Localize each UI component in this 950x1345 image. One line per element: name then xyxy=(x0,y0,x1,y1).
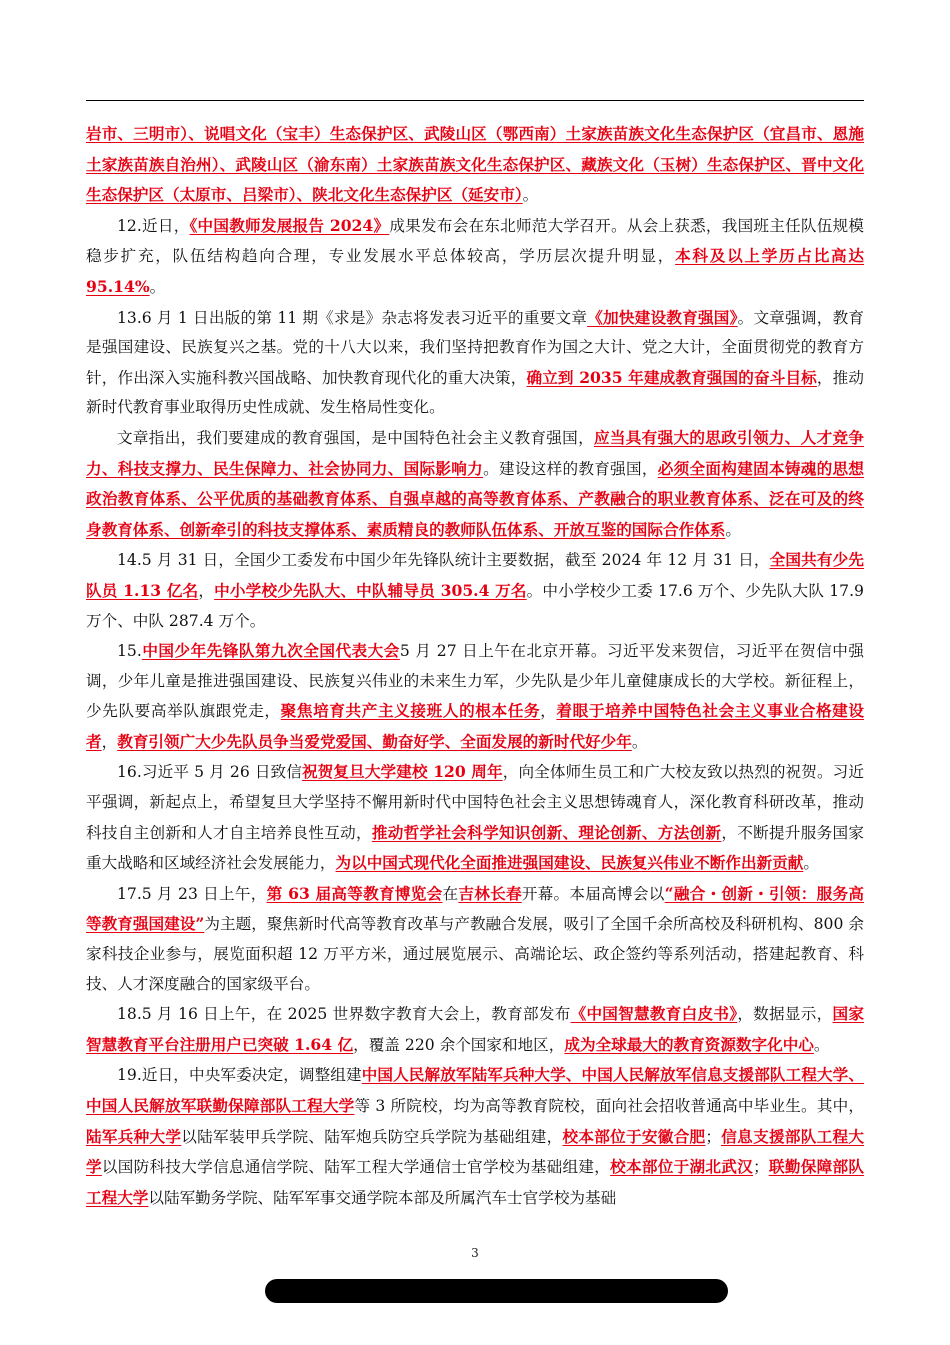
paragraph xyxy=(86,423,864,545)
body-text: 等 3 所院校，均为高等教育院校，面向社会招收普通高中毕业生。其中， xyxy=(354,1097,864,1115)
body-text: ，不断提升服务国家重大战略和区域经济社会发展能力， xyxy=(86,823,864,873)
body-text: 在 xyxy=(442,884,459,903)
body-text: ，推动新时代教育事业取得历史性成就、发生格局性变化。 xyxy=(86,368,864,417)
body-text: 14.5 月 31 日，全国少工委发布中国少年先锋队统计主要数据，截至 2024 年 12 月 31 日， xyxy=(117,551,770,570)
paragraph xyxy=(86,303,864,423)
body-text: 。 xyxy=(803,854,819,873)
highlighted-text: 校本部位于安徽合肥 xyxy=(562,1126,706,1146)
body-text: ， xyxy=(101,732,118,751)
highlighted-text: 《加快建设教育强国》 xyxy=(587,307,738,327)
highlighted-text: 确立到 2035 年建成教育强国的奋斗目标 xyxy=(526,367,817,387)
highlighted-text: 中国少年先锋队第九次全国代表大会 xyxy=(141,641,400,661)
body-text: ， xyxy=(540,702,557,721)
highlighted-text: 祝贺复旦大学建校 120 周年 xyxy=(301,762,503,782)
body-text: ，数据显示， xyxy=(737,1005,833,1024)
highlighted-text: 联勤保障部队工程大学 xyxy=(86,1157,864,1207)
body-text: 。 xyxy=(813,1035,830,1054)
header-rule xyxy=(86,100,864,101)
highlighted-text: 聚焦培育共产主义接班人的根本任务 xyxy=(280,701,541,721)
body-text: 以陆军勤务学院、陆军军事交通学院本部及所属汽车士官学校为基础 xyxy=(148,1188,617,1207)
paragraph xyxy=(86,879,864,999)
body-text: 开幕。本届高博会以 xyxy=(521,884,665,903)
highlighted-text: 中小学校少先队大、中队辅导员 305.4 万名 xyxy=(214,580,527,600)
paragraph xyxy=(86,999,864,1060)
highlighted-text: 《中国教师发展报告 2024》 xyxy=(189,215,390,235)
body-text: 以国防科技大学信息通信学院、陆军工程大学通信士官学校为基础组建， xyxy=(101,1158,611,1177)
highlighted-text: 必须全面构建固本铸魂的思想政治教育体系、公平优质的基础教育体系、自强卓越的高等教育体系、产教融合的职业教育体系、泛在可及的终身教育体系、创新牵引的科技支撑体系、素质精良的教师队伍体系、开放互鉴的国际合作体系 xyxy=(86,458,864,539)
highlighted-text: 信息支援部队工程大学 xyxy=(86,1126,864,1177)
document-body xyxy=(86,119,864,1213)
paragraph xyxy=(86,545,864,636)
body-text: 为主题，聚焦新时代高等教育改革与产教融合发展，吸引了全国千余所高校及科研机构、800 余家科技企业参与，展览面积超 12 万平方米，通过展览展示、高端论坛、政企签约等系列活动，搭建起教育、科技、人才深度融合的国家级平台。 xyxy=(86,915,864,993)
highlighted-text: 吉林长春 xyxy=(458,883,522,903)
body-text: 。 xyxy=(522,186,539,205)
body-text: ； xyxy=(705,1127,722,1146)
body-text: 文章指出，我们要建成的教育强国，是中国特色社会主义教育强国， xyxy=(117,428,594,447)
highlighted-text: 为以中国式现代化全面推进强国建设、民族复兴伟业不断作出新贡献 xyxy=(335,853,804,873)
body-text: 。 xyxy=(631,732,648,751)
body-text: 5 月 27 日上午在北京开幕。习近平发来贺信，习近平在贺信中强调，少年儿童是推进强国建设、民族复兴伟业的未来生力军，少先队是少年儿童健康成长的大学校。新征程上，少先队要高举队旗跟党走， xyxy=(86,642,864,721)
highlighted-text: 应当具有强大的思政引领力、人才竞争力、科技支撑力、民生保障力、社会协同力、国际影响力 xyxy=(86,427,864,478)
paragraph xyxy=(86,757,864,878)
body-text: ，覆盖 220 余个国家和地区， xyxy=(353,1035,565,1054)
body-text: 成果发布会在东北师范大学召开。从会上获悉，我国班主任队伍规模稳步扩充，队伍结构趋向合理，专业发展水平总体较高，学历层次提升明显， xyxy=(86,216,864,266)
highlighted-text: 本科及以上学历占比高达 95.14% xyxy=(86,246,864,296)
body-text: 。文章强调，教育是强国建设、民族复兴之基。党的十八大以来，我们坚持把教育作为国之大计、党之大计，全面贯彻党的教育方针，作出深入实施科教兴国战略、加快教育现代化的重大决策， xyxy=(86,308,864,387)
body-text: 12.近日， xyxy=(117,216,190,235)
body-text: 13.6 月 1 日出版的第 11 期《求是》杂志将发表习近平的重要文章 xyxy=(117,308,588,327)
body-text: ； xyxy=(753,1158,769,1177)
highlighted-text: 中国人民解放军陆军兵种大学、中国人民解放军信息支援部队工程大学、中国人民解放军联勤保障部队工程大学 xyxy=(86,1065,864,1115)
highlighted-text: 陆军兵种大学 xyxy=(86,1126,182,1146)
body-text: 。建设这样的教育强国， xyxy=(483,459,658,478)
body-text: 以陆军装甲兵学院、陆军炮兵防空兵学院为基础组建， xyxy=(181,1127,563,1146)
body-text: ， xyxy=(198,581,215,600)
highlighted-text: “融合・创新・引领：服务高等教育强国建设” xyxy=(86,883,864,934)
body-text: 。 xyxy=(149,277,166,296)
highlighted-text: 第 63 届高等教育博览会 xyxy=(266,883,443,903)
body-text: ，向全体师生员工和广大校友致以热烈的祝贺。习近平强调，新起点上，希望复旦大学坚持不懈用新时代中国特色社会主义思想铸魂育人，深化教育科研改革，推动科技自主创新和人才自主培养良性互动， xyxy=(86,763,864,842)
paragraph xyxy=(86,1060,864,1213)
body-text: 。 xyxy=(725,520,741,539)
highlighted-text: 全国共有少先队员 1.13 亿名 xyxy=(86,550,864,600)
highlighted-text: 《中国智慧教育白皮书》 xyxy=(570,1004,738,1024)
highlighted-text: 国家智慧教育平台注册用户已突破 1.64 亿 xyxy=(86,1004,864,1054)
paragraph xyxy=(86,211,864,303)
footer-bar xyxy=(265,1279,728,1303)
highlighted-text: 成为全球最大的教育资源数字化中心 xyxy=(564,1034,814,1054)
highlighted-text: 推动哲学社会科学知识创新、理论创新、方法创新 xyxy=(371,822,722,842)
body-text: 15. xyxy=(117,642,142,661)
body-text: 17.5 月 23 日上午， xyxy=(117,884,267,903)
page-number: 3 xyxy=(471,1246,479,1260)
body-text: 18.5 月 16 日上午，在 2025 世界数字教育大会上，教育部发布 xyxy=(117,1005,571,1024)
highlighted-text: 着眼于培养中国特色社会主义事业合格建设者 xyxy=(86,701,864,751)
highlighted-text: 岩市、三明市）、说唱文化（宝丰）生态保护区、武陵山区（鄂西南）土家族苗族文化生态保护区（宜昌市、恩施土家族苗族自治州）、武陵山区（渝东南）土家族苗族文化生态保护区、藏族文化（玉树）生态保护区、晋中文化生态保护区（太原市、吕梁市）、陕北文化生态保护区（延安市） xyxy=(86,124,864,205)
body-text: 19.近日，中央军委决定，调整组建 xyxy=(117,1066,362,1085)
highlighted-text: 校本部位于湖北武汉 xyxy=(610,1157,754,1177)
highlighted-text: 教育引领广大少先队员争当爱党爱国、勤奋好学、全面发展的新时代好少年 xyxy=(117,731,632,751)
paragraph xyxy=(86,119,864,211)
paragraph xyxy=(86,636,864,757)
body-text: 16.习近平 5 月 26 日致信 xyxy=(117,763,302,782)
body-text: 。中小学校少工委 17.6 万个、少先队大队 17.9 万个、中队 287.4 万个。 xyxy=(86,581,864,630)
